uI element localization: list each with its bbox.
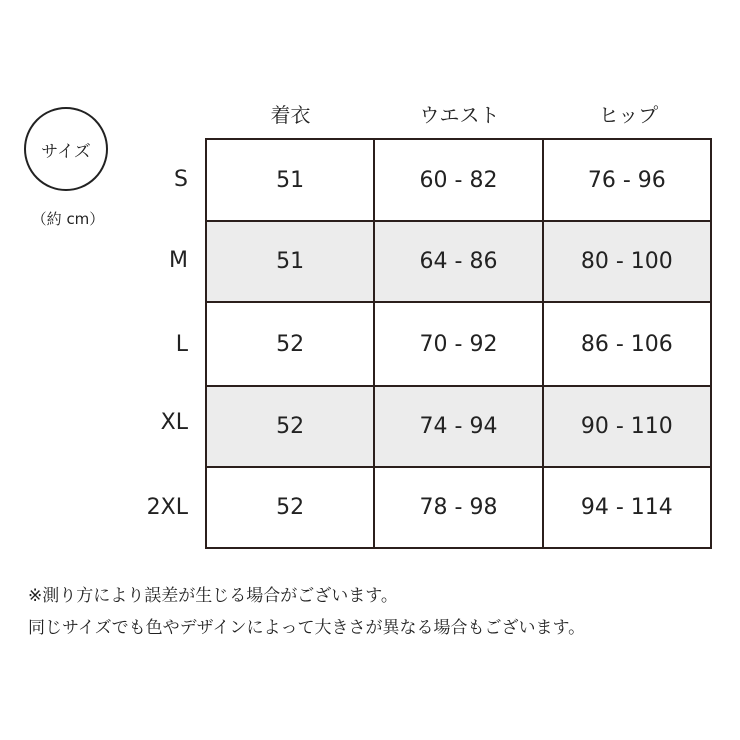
cell-s-length: 51 xyxy=(206,139,374,221)
cell-xl-waist: 74 - 94 xyxy=(374,386,542,467)
row-label-m: M xyxy=(169,248,188,273)
cell-s-waist: 60 - 82 xyxy=(374,139,542,221)
unit-note: （約 cm） xyxy=(31,210,105,228)
cell-m-hip: 80 - 100 xyxy=(543,221,711,302)
notes xyxy=(28,580,728,644)
cell-2xl-waist: 78 - 98 xyxy=(374,467,542,548)
note-design-variation: 同じサイズでも色やデザインによって大きさが異なる場合もございます。 xyxy=(28,618,586,638)
cell-xl-length: 52 xyxy=(206,386,374,467)
table-row-m xyxy=(206,221,711,302)
cell-m-waist: 64 - 86 xyxy=(374,221,542,302)
row-label-s: S xyxy=(174,167,188,192)
header-waist: ウエスト xyxy=(419,103,500,127)
table-row-2xl xyxy=(206,467,711,548)
size-badge-label: サイズ xyxy=(41,141,91,162)
table-row-xl xyxy=(206,386,711,467)
note-measurement: ※測り方により誤差が生じる場合がございます。 xyxy=(28,586,398,606)
cell-s-hip: 76 - 96 xyxy=(543,139,711,221)
header-length: 着衣 xyxy=(270,103,311,127)
size-table xyxy=(205,138,712,549)
table-row-l xyxy=(206,302,711,386)
cell-l-length: 52 xyxy=(206,302,374,386)
row-label-xl: XL xyxy=(160,410,188,435)
table-row-s xyxy=(206,139,711,221)
size-badge xyxy=(24,107,108,191)
cell-m-length: 51 xyxy=(206,221,374,302)
row-label-l: L xyxy=(175,332,188,357)
cell-l-hip: 86 - 106 xyxy=(543,302,711,386)
cell-xl-hip: 90 - 110 xyxy=(543,386,711,467)
cell-2xl-length: 52 xyxy=(206,467,374,548)
cell-l-waist: 70 - 92 xyxy=(374,302,542,386)
header-hip: ヒップ xyxy=(598,103,659,127)
row-label-2xl: 2XL xyxy=(146,495,188,520)
cell-2xl-hip: 94 - 114 xyxy=(543,467,711,548)
